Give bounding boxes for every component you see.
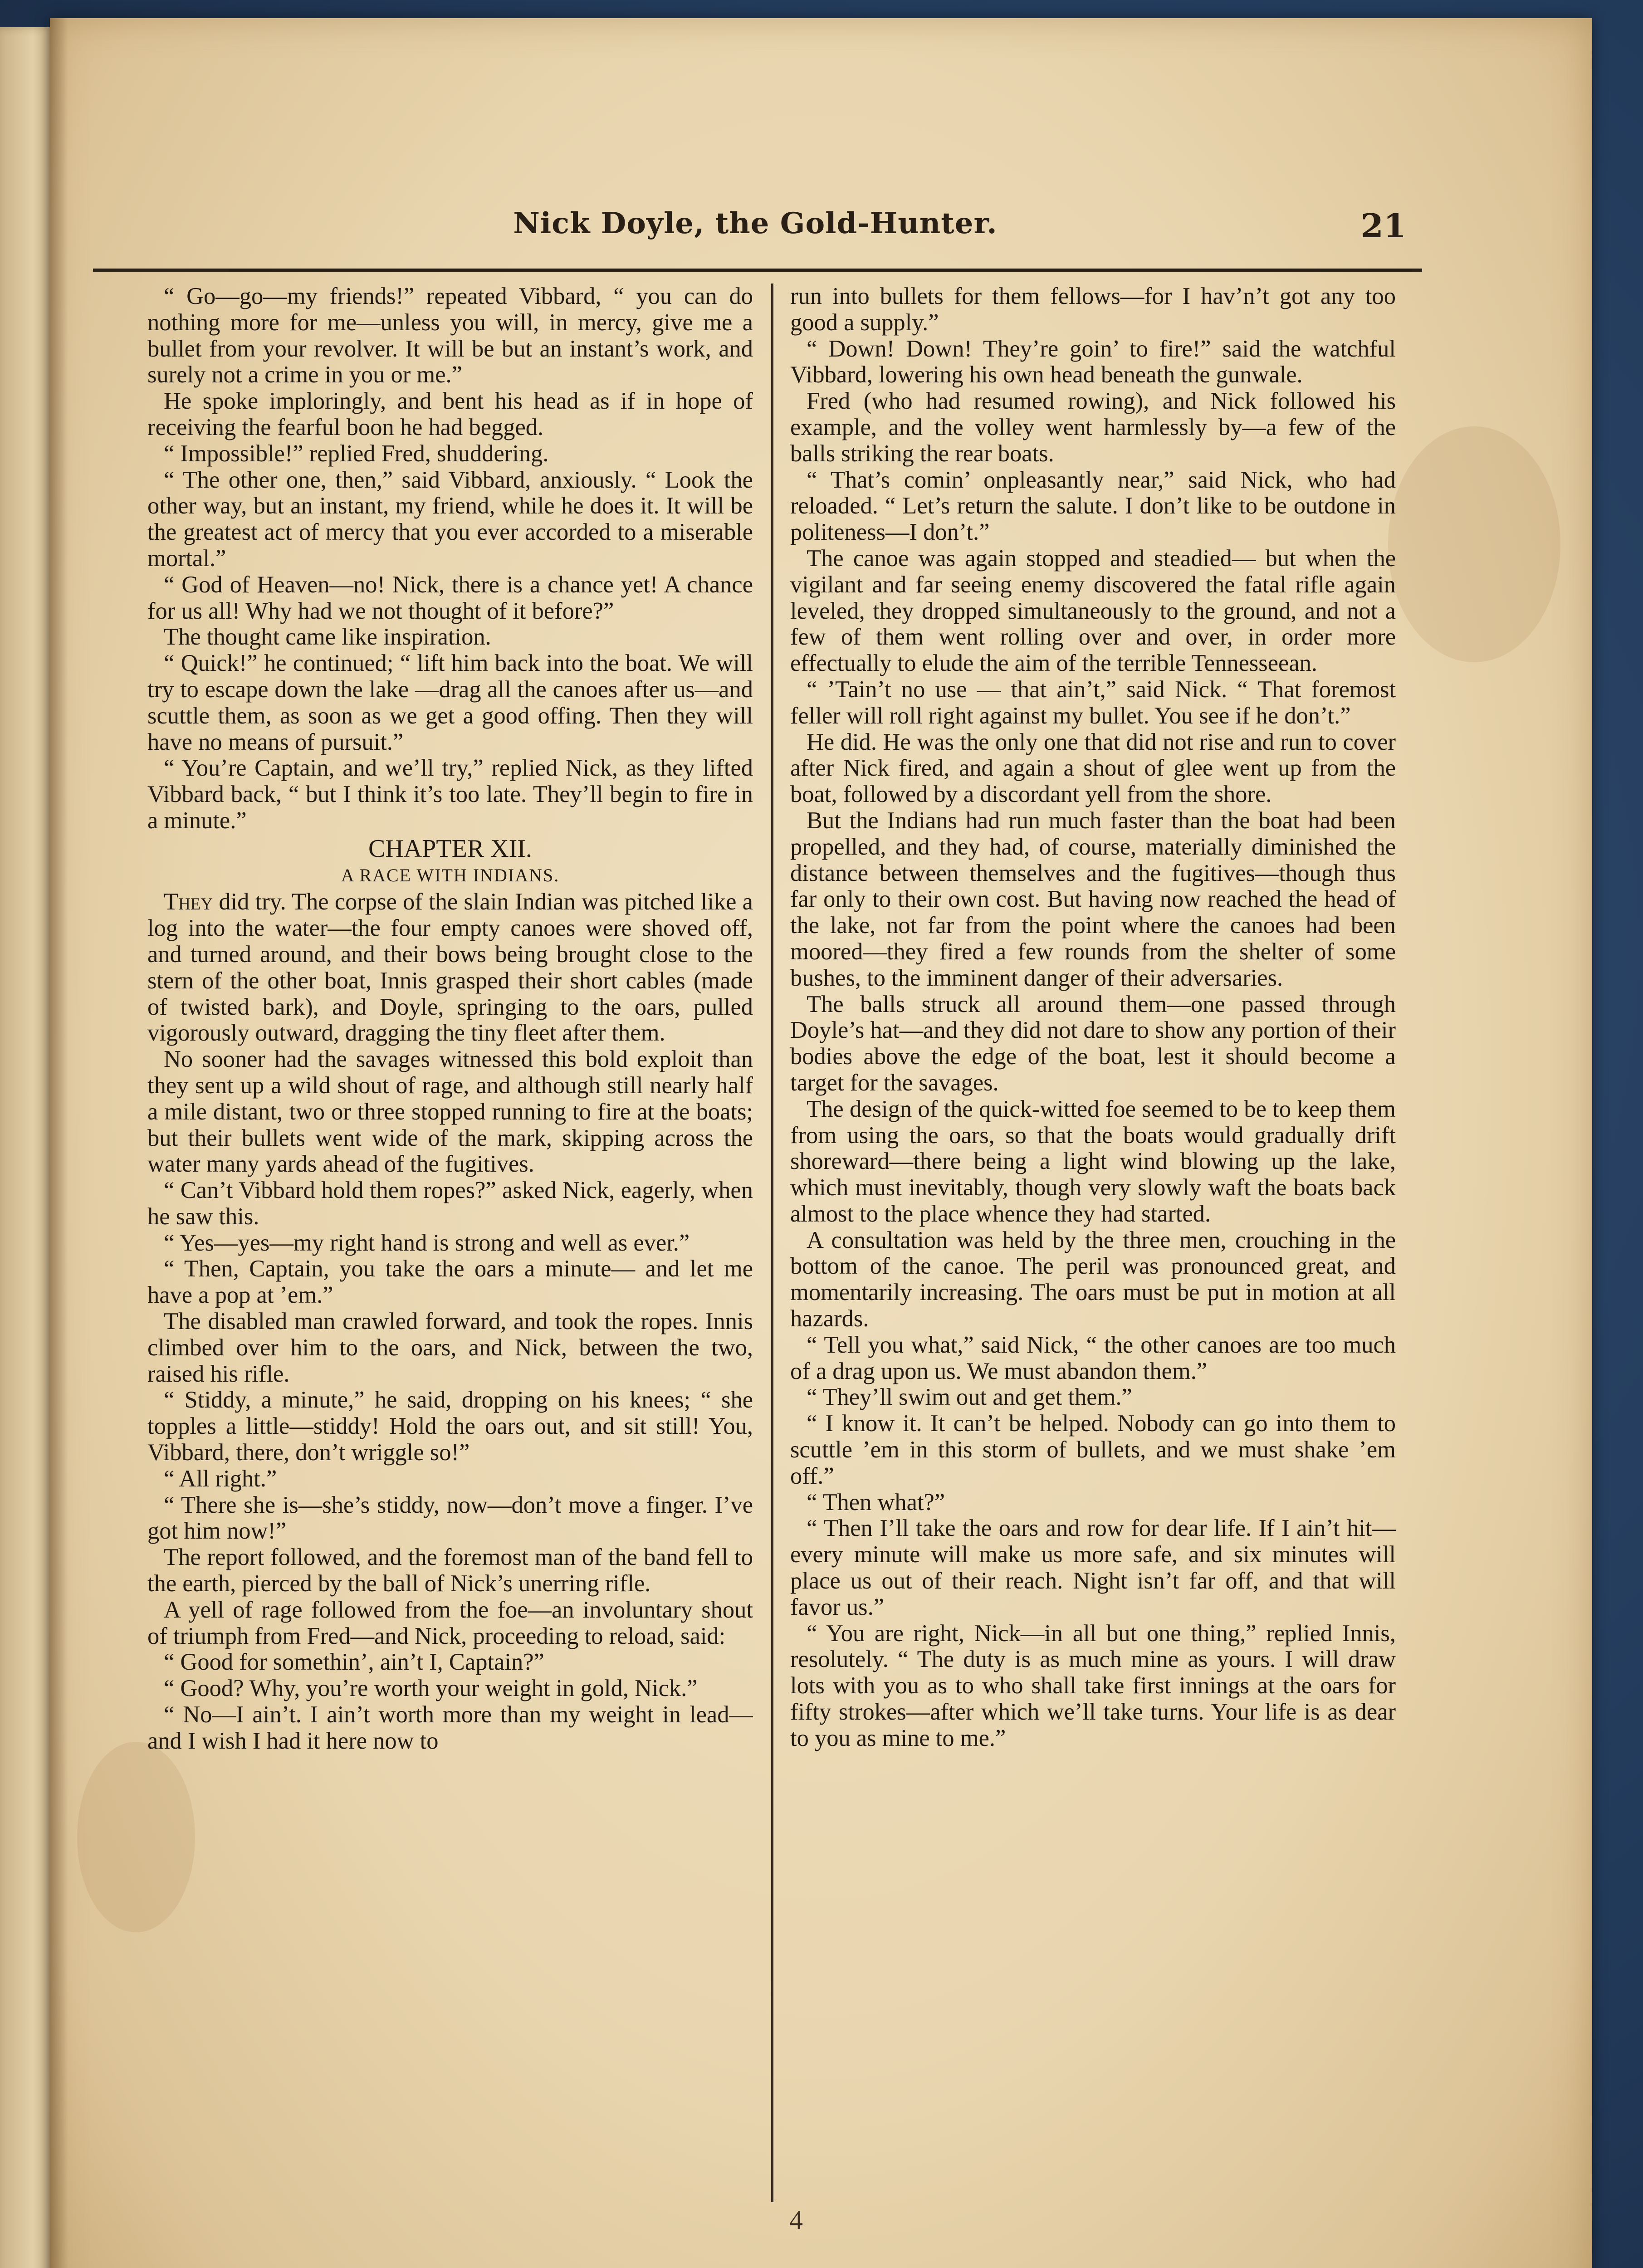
chapter-first-paragraph [147, 889, 753, 1046]
paragraph: The balls struck all around them—one passed through Doyle’s hat—and they did not dare to show any portion of their bodies above the edge of the boat, lest it should become a target for the savages. [790, 991, 1396, 1096]
paragraph: “ Can’t Vibbard hold them ropes?” asked Nick, eagerly, when he saw this. [147, 1177, 753, 1230]
paragraph: “ There she is—she’s stiddy, now—don’t move a finger. I’ve got him now!” [147, 1491, 753, 1545]
paragraph: “ God of Heaven—no! Nick, there is a chance yet! A chance for us all! Why had we not thought of it before?” [147, 571, 753, 624]
paragraph: The thought came like inspiration. [164, 624, 491, 650]
paragraph: “ No—I ain’t. I ain’t worth more than my weight in lead—and I wish I had it here now to [147, 1701, 753, 1754]
paragraph: “ You are right, Nick—in all but one thing,” replied Innis, resolutely. “ The duty is as much mine as yours. I will draw lots with you as to who shall take first innings at the oars for fifty strokes—after which we’ll take turns. Your life is as dear to you as mine to me.” [790, 1620, 1396, 1751]
left-page-edge [0, 27, 54, 2268]
paragraph: “ Good? Why, you’re worth your weight in gold, Nick.” [164, 1675, 698, 1702]
right-column [790, 284, 1396, 2202]
paragraph: The disabled man crawled forward, and took the ropes. Innis climbed over him to the oars, and Nick, between the two, raised his rifle. [147, 1308, 753, 1387]
paragraph: “ Tell you what,” said Nick, “ the other canoes are too much of a drag upon us. We must abandon them.” [790, 1331, 1396, 1384]
running-header [104, 206, 1406, 256]
paragraph: “ All right.” [164, 1465, 277, 1492]
paper-stain [1388, 426, 1560, 662]
column-divider [771, 284, 773, 2202]
footer-mark: 4 [789, 2205, 803, 2235]
page-spine-shadow [50, 18, 68, 2268]
paragraph: “ Yes—yes—my right hand is strong and well as ever.” [164, 1229, 690, 1256]
paragraph: He did. He was the only one that did not rise and run to cover after Nick fired, and again a shout of glee went up from the boat, followed by a discordant yell from the shore. [790, 728, 1396, 808]
right-column-paragraphs [790, 284, 1396, 1752]
paragraph: “ Go—go—my friends!” repeated Vibbard, “ you can do nothing more for me—unless you will, in mercy, give me a bullet from your revolver. It will be but an instant’s work, and surely not a crime in you or me.” [147, 284, 753, 388]
chapter-first-word: They [164, 889, 213, 915]
paragraph: run into bullets for them fellows—for I hav’n’t got any too good a supply.” [790, 284, 1396, 336]
left-column [147, 284, 753, 2202]
paragraph: He spoke imploringly, and bent his head as if in hope of receiving the fearful boon he had begged. [147, 388, 753, 440]
paragraph: The design of the quick-witted foe seemed to be to keep them from using the oars, so that the boats would gradually drift shoreward—there being a light wind blowing up the lake, which must inevitably, though very slowly waft the boats back almost to the place whence they had started. [790, 1095, 1396, 1227]
paragraph: The canoe was again stopped and steadied— but when the vigilant and far seeing enemy discovered the fatal rifle again leveled, they dropped simultaneously to the ground, and not a few of them went rolling over and over, in order more effectually to elude the aim of the terrible Tennesseean. [790, 545, 1396, 677]
left-column-paragraphs-after [147, 1046, 753, 1755]
chapter-first-paragraph-text: did try. The corpse of the slain Indian was pitched like a log into the water—the four empty canoes were shoved off, and turned around, and their bows being brought close to the stern of the other boat, Innis grasped their short cables (made of twisted bark), and Doyle, springing to the oars, pulled vigorously outward, dragging the tiny fleet after them. [147, 889, 753, 1046]
header-title: Nick Doyle, the Gold-Hunter. [513, 206, 998, 240]
paragraph: But the Indians had run much faster than the boat had been propelled, and they had, of course, materially diminished the distance between themselves and the fugitives—though thus far only to their own cost. But having now reached the head of the lake, not far from the point where the canoes had been moored—they fired a few rounds from the shelter of some bushes, to the imminent danger of their adversaries. [790, 807, 1396, 991]
paragraph: “ The other one, then,” said Vibbard, anxiously. “ Look the other way, but an instant, my friend, while he does it. It will be the greatest act of mercy that you ever accorded to a miserable mortal.” [147, 466, 753, 572]
page-number: 21 [1360, 206, 1406, 245]
paragraph: “ Then what?” [807, 1489, 945, 1515]
paragraph: The report followed, and the foremost man of the band fell to the earth, pierced by the ball of Nick’s unerring rifle. [147, 1544, 753, 1597]
paragraph: “ ’Tain’t no use — that ain’t,” said Nick. “ That foremost feller will roll right against my bullet. You see if he don’t.” [790, 676, 1396, 729]
paragraph: “ Quick!” he continued; “ lift him back into the boat. We will try to escape down the lake —drag all the canoes after us—and scuttle them, as soon as we get a good offing. Then they will have no means of pursuit.” [147, 650, 753, 755]
left-column-paragraphs [147, 284, 753, 834]
paragraph: Fred (who had resumed rowing), and Nick followed his example, and the volley went harmlessly by—a few of the balls striking the rear boats. [790, 388, 1396, 467]
paragraph: “ They’ll swim out and get them.” [807, 1384, 1132, 1411]
paragraph: “ Good for somethin’, ain’t I, Captain?” [164, 1649, 544, 1676]
paragraph: A consultation was held by the three men, crouching in the bottom of the canoe. The peril was pronounced great, and momentarily increasing. The oars must be put in motion at all hazards. [790, 1227, 1396, 1332]
paragraph: “ You’re Captain, and we’ll try,” replied Nick, as they lifted Vibbard back, “ but I think it’s too late. They’ll begin to fire in a minute.” [147, 755, 753, 834]
paragraph: “ Then I’ll take the oars and row for dear life. If I ain’t hit—every minute will make us more safe, and six minutes will place us out of their reach. Night isn’t far off, and that will favor us.” [790, 1515, 1396, 1620]
paragraph: “ I know it. It can’t be helped. Nobody can go into them to scuttle ’em in this storm of bullets, and we must shake ’em off.” [790, 1410, 1396, 1489]
paragraph: “ Down! Down! They’re goin’ to fire!” said the watchful Vibbard, lowering his own head beneath the gunwale. [790, 335, 1396, 388]
chapter-subtitle: A RACE WITH INDIANS. [341, 865, 560, 885]
paragraph: “ Impossible!” replied Fred, shuddering. [164, 440, 549, 467]
paragraph: No sooner had the savages witnessed this bold exploit than they sent up a wild shout of rage, and although still nearly half a mile distant, two or three stopped running to fire at the boats; but their bullets went wide of the mark, skipping across the water many yards ahead of the fugitives. [147, 1046, 753, 1178]
chapter-heading: CHAPTER XII. [368, 834, 532, 863]
paragraph: A yell of rage followed from the foe—an involuntary shout of triumph from Fred—and Nick, proceeding to reload, said: [147, 1596, 753, 1649]
paragraph: “ Then, Captain, you take the oars a minute— and let me have a pop at ’em.” [147, 1256, 753, 1309]
paragraph: “ That’s comin’ onpleasantly near,” said Nick, who had reloaded. “ Let’s return the salute. I don’t like to be outdone in politeness—I don’t.” [790, 466, 1396, 546]
paragraph: “ Stiddy, a minute,” he said, dropping on his knees; “ she topples a little—stiddy! Hold the oars out, and sit still! You, Vibbard, there, don’t wriggle so!” [147, 1387, 753, 1466]
header-rule [93, 269, 1422, 272]
